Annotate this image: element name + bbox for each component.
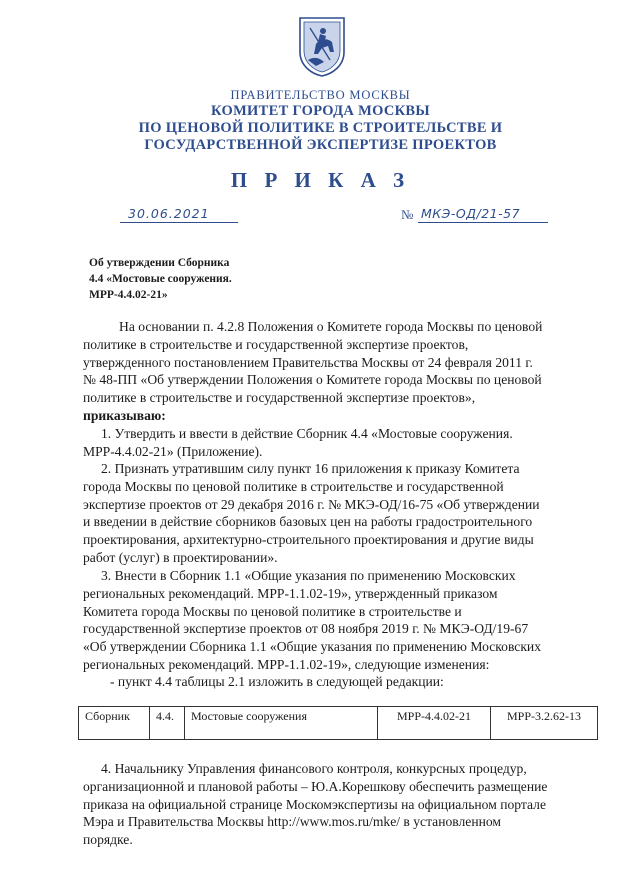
committee-name-line-3: ГОСУДАРСТВЕННОЙ ЭКСПЕРТИЗЕ ПРОЕКТОВ	[144, 137, 497, 153]
text-line: политике в строительстве и государственной экспертизе проектов»,	[83, 390, 476, 406]
text-line: порядке.	[83, 832, 133, 848]
text-line: экспертизе проектов от 29 декабря 2016 г. № МКЭ-ОД/16-75 «Об утверждении	[83, 496, 540, 512]
committee-name-line-1: КОМИТЕТ ГОРОДА МОСКВЫ	[211, 103, 430, 119]
text-line: города Москвы по ценовой политике в строительстве и государственной	[83, 478, 504, 494]
moscow-coat-of-arms-icon	[296, 14, 348, 78]
text-line: региональных рекомендаций. МРР-1.1.02-19», утвержденный приказом	[83, 585, 498, 601]
order-number: МКЭ-ОД/21-57	[421, 206, 521, 221]
date-underline	[120, 222, 238, 223]
committee-name-line-2: ПО ЦЕНОВОЙ ПОЛИТИКЕ В СТРОИТЕЛЬСТВЕ И	[138, 120, 503, 136]
text-line: 1. Утвердить и ввести в действие Сборник 4.4 «Мостовые сооружения.	[101, 426, 513, 441]
text-line: региональных рекомендаций. МРР-1.1.02-19», следующие изменения:	[83, 656, 490, 672]
text-line: организационной и плановой работы – Ю.А.Корешкову обеспечить размещение	[83, 778, 548, 794]
text-line: «Об утверждении Сборника 1.1 «Общие указания по применению Московских	[83, 639, 541, 655]
text-line: № 48-ПП «Об утверждении Положения о Комитете города Москвы по ценовой	[83, 372, 542, 388]
table-cell: МРР-3.2.62-13	[491, 707, 598, 740]
text-line: работ (услуг) в проектировании».	[83, 549, 278, 565]
item-4	[83, 760, 603, 849]
item-2	[83, 460, 591, 567]
text-line: и введении в действие сборников базовых цен на работы градостроительного	[83, 514, 533, 530]
number-underline	[418, 222, 548, 223]
item-3-subpoint: - пункт 4.4 таблицы 2.1 изложить в следующей редакции:	[110, 674, 444, 689]
subject-line: 4.4 «Мостовые сооружения.	[89, 273, 232, 285]
text-line: 4. Начальнику Управления финансового контроля, конкурсных процедур,	[101, 761, 527, 776]
decree-word: приказываю:	[83, 407, 166, 423]
text-line: утвержденного постановлением Правительства Москвы от 24 февраля 2011 г.	[83, 354, 533, 370]
order-date: 30.06.2021	[128, 206, 210, 221]
table-cell: 4.4.	[150, 707, 185, 740]
order-subject	[89, 255, 232, 303]
text-line: 2. Признать утратившим силу пункт 16 приложения к приказу Комитета	[101, 461, 520, 476]
text-line: проектирования, архитектурно-строительного проектирования и другие виды	[83, 532, 534, 548]
number-sign: №	[401, 207, 414, 222]
item-3	[83, 567, 591, 674]
order-heading: П Р И К А З	[230, 168, 411, 192]
text-line: Мэра и Правительства Москвы http://www.mos.ru/mke/ в установленном	[83, 814, 502, 830]
item-1	[83, 425, 591, 461]
table-cell: Мостовые сооружения	[185, 707, 378, 740]
table-cell: Сборник	[79, 707, 150, 740]
table-cell: МРР-4.4.02-21	[378, 707, 491, 740]
text-line: На основании п. 4.2.8 Положения о Комитете города Москвы по ценовой	[119, 319, 543, 334]
subject-line: Об утверждении Сборника	[89, 257, 230, 269]
text-line: приказа на официальной странице Москомэкспертизы на официальном портале	[83, 796, 546, 812]
text-line: Комитета города Москвы по ценовой политике в строительстве и	[83, 603, 462, 619]
amendment-table	[78, 706, 598, 740]
table-row	[79, 707, 598, 740]
text-line: 3. Внести в Сборник 1.1 «Общие указания по применению Московских	[101, 568, 516, 583]
subject-line: МРР-4.4.02-21»	[89, 289, 168, 301]
text-line: МРР-4.4.02-21» (Приложение).	[83, 443, 263, 459]
government-title: ПРАВИТЕЛЬСТВО МОСКВЫ	[230, 88, 411, 102]
preamble-paragraph	[83, 318, 591, 425]
text-line: государственной экспертизе проектов от 08 ноября 2019 г. № МКЭ-ОД/19-67	[83, 621, 529, 637]
text-line: политике в строительстве и государственной экспертизе проектов,	[83, 336, 469, 352]
